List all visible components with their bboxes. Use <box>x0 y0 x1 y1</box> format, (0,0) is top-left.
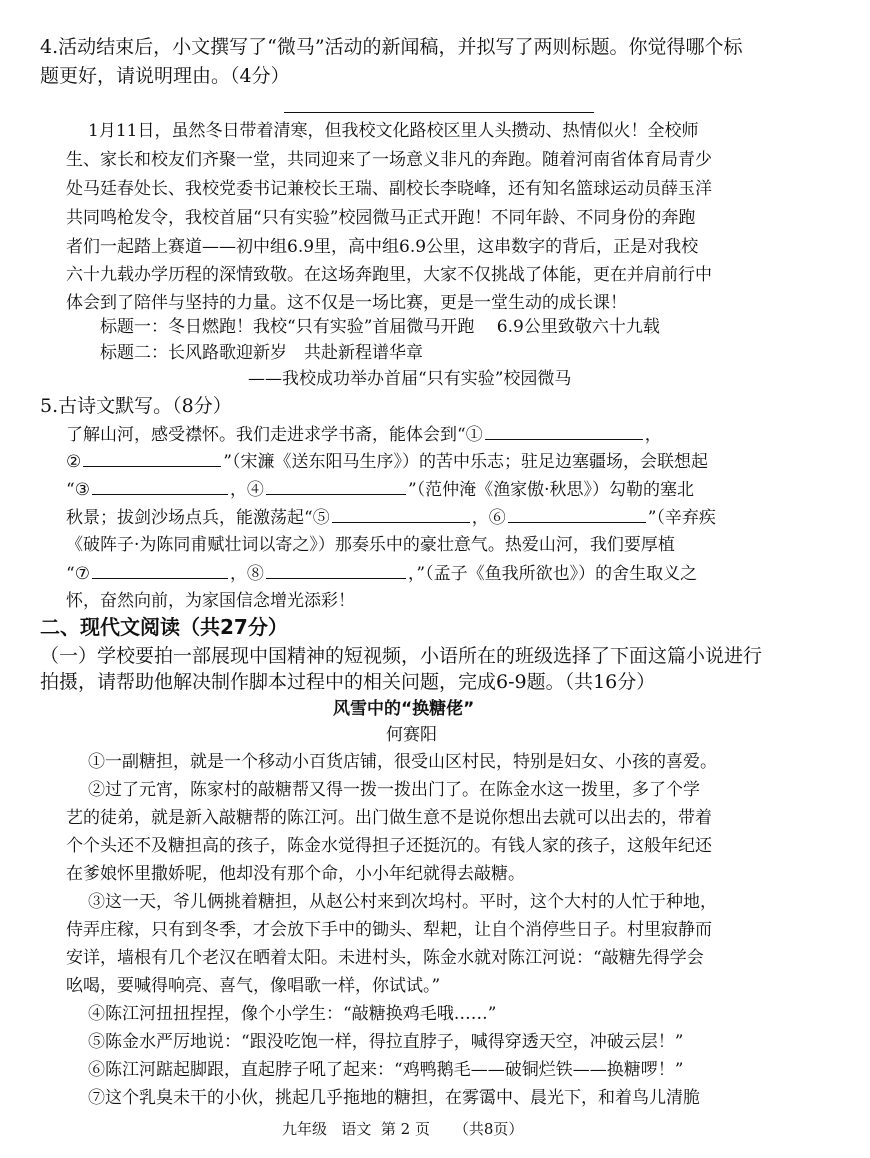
q5-text: ”（范仲淹《渔家傲·秋思》）勾勒的塞北 <box>407 480 695 500</box>
news-line: 处马廷春处长、我校党委书记兼校长王瑞、副校长李晓峰，还有知名篮球运动员薛玉洋 <box>66 179 712 199</box>
q5-text: ，”（孟子《鱼我所欲也》）的舍生取义之 <box>407 564 698 584</box>
q4-line-1: 4.活动结束后，小文撰写了“微马”活动的新闻稿，并拟写了两则标题。你觉得哪个标 <box>40 36 743 58</box>
q5-line-3 <box>66 476 694 503</box>
story-line: 艺的徒弟，就是新入敲糖帮的陈江河。出门做生意不是说你想出去就可以出去的，带着 <box>66 808 712 828</box>
answer-blank-3[interactable] <box>92 476 228 495</box>
news-line: 共同鸣枪发令，我校首届“只有实验”校园微马正式开跑！不同年龄、不同身份的奔跑 <box>66 208 696 228</box>
q5-text: ”（宋濂《送东阳马生序》）的苦中乐志；驻足边塞疆场，会联想起 <box>223 452 708 472</box>
q5-line-7: 怀，奋然向前，为家国信念增光添彩！ <box>66 591 355 611</box>
answer-blank-7[interactable] <box>92 560 228 579</box>
q5-text: 了解山河，感受襟怀。我们走进求学书斋，能体会到“① <box>66 425 483 445</box>
answer-blank-1[interactable] <box>485 421 643 440</box>
headline-option-2-subtitle: ——我校成功举办首届“只有实验”校园微马 <box>248 369 572 389</box>
section-intro-2: 拍摄，请帮助他解决制作脚本过程中的相关问题，完成6-9题。（共16分） <box>40 671 656 693</box>
section-heading: 二、现代文阅读（共27分） <box>40 615 288 639</box>
news-line: 者们一起踏上赛道——初中组6.9里，高中组6.9公里，这串数字的背后，正是对我校 <box>66 237 699 257</box>
q5-line-2 <box>66 448 708 475</box>
footer-page-number: 第 2 页 <box>380 1120 430 1138</box>
q5-text: ， <box>644 425 662 445</box>
q5-heading: 5.古诗文默写。（8分） <box>40 395 232 417</box>
story-line: ⑤陈金水严厉地说：“跟没吃饱一样，得拉直脖子，喊得穿透天空，冲破云层！” <box>88 1032 684 1052</box>
news-line: 生、家长和校友们齐聚一堂，共同迎来了一场意义非凡的奔跑。随着河南省体育局青少 <box>66 150 712 170</box>
story-author: 何赛阳 <box>386 725 437 745</box>
news-line: 六十九载办学历程的深情致敬。在这场奔跑里，大家不仅挑战了体能，更在并肩前行中 <box>66 265 712 285</box>
answer-line <box>284 112 594 113</box>
story-title: 风雪中的“换糖佬” <box>333 699 475 719</box>
q5-line-5: 《破阵子·为陈同甫赋壮词以寄之》）那奏乐中的豪壮意气。热爱山河，我们要厚植 <box>66 535 675 555</box>
footer-grade: 九年级 <box>282 1120 328 1138</box>
news-line: 体会到了陪伴与坚持的力量。这不仅是一场比赛，更是一堂生动的成长课！ <box>66 293 627 313</box>
story-line: ⑥陈江河踮起脚跟，直起脖子吼了起来：“鸡鸭鹅毛——破铜烂铁——换糖啰！” <box>88 1060 684 1080</box>
story-line: ①一副糖担，就是一个移动小百货店铺，很受山区村民，特别是妇女、小孩的喜爱。 <box>88 752 717 772</box>
answer-blank-5[interactable] <box>332 504 470 523</box>
headline-option-1: 标题一：冬日燃跑！我校“只有实验”首届微马开跑 6.9公里致敬六十九载 <box>100 317 660 337</box>
story-line: ③这一天，爷儿俩挑着糖担，从赵公村来到次坞村。平时，这个大村的人忙于种地， <box>88 892 717 912</box>
section-intro-1: （一）学校要拍一部展现中国精神的短视频，小语所在的班级选择了下面这篇小说进行 <box>40 645 763 667</box>
story-line: 在爹娘怀里撒娇呢，他却没有那个命，小小年纪就得去敲糖。 <box>66 864 525 884</box>
story-line: ⑦这个乳臭未干的小伙，挑起几乎拖地的糖担，在雾霭中、晨光下，和着鸟儿清脆 <box>88 1088 700 1108</box>
news-line: 1月11日，虽然冬日带着清寒，但我校文化路校区里人头攒动、热情似火！全校师 <box>88 121 699 141</box>
q5-text: “⑦ <box>66 564 90 584</box>
q5-text: 秋景；拔剑沙场点兵，能激荡起“⑤ <box>66 508 330 528</box>
page-footer <box>282 1118 523 1139</box>
story-line: 吆喝，要喊得响亮、喜气，像唱歌一样，你试试。” <box>66 976 441 996</box>
q5-text: ，⑥ <box>471 508 506 528</box>
q5-text: “③ <box>66 480 90 500</box>
headline-option-2: 标题二：长风路歌迎新岁 共赴新程谱华章 <box>100 343 423 363</box>
q5-text: ，④ <box>229 480 264 500</box>
footer-total-pages: （共8页） <box>453 1120 524 1138</box>
q5-text: ，⑧ <box>229 564 264 584</box>
q5-text: ② <box>66 452 82 472</box>
answer-blank-2[interactable] <box>83 448 221 467</box>
story-line: ②过了元宵，陈家村的敲糖帮又得一拨一拨出门了。在陈金水这一拨里，多了个学 <box>88 780 700 800</box>
answer-blank-8[interactable] <box>266 560 406 579</box>
story-line: 侍弄庄稼，只有到冬季，才会放下手中的锄头、犁耙，让自个消停些日子。村里寂静而 <box>66 920 712 940</box>
q5-line-1 <box>66 421 662 448</box>
footer-subject: 语文 <box>341 1120 372 1138</box>
q4-line-2: 题更好，请说明理由。（4分） <box>40 65 290 87</box>
q5-line-6 <box>66 560 697 587</box>
story-line: 安详，墙根有几个老汉在晒着太阳。未进村头，陈金水就对陈江河说：“敲糖先得学会 <box>66 948 704 968</box>
answer-blank-6[interactable] <box>508 504 646 523</box>
story-line: 个个头还不及糖担高的孩子，陈金水觉得担子还挺沉的。有钱人家的孩子，这般年纪还 <box>66 836 712 856</box>
story-line: ④陈江河扭扭捏捏，像个小学生：“敲糖换鸡毛哦……” <box>88 1004 497 1024</box>
q5-line-4 <box>66 504 716 531</box>
q5-text: ”（辛弃疾 <box>647 508 716 528</box>
answer-blank-4[interactable] <box>266 476 406 495</box>
